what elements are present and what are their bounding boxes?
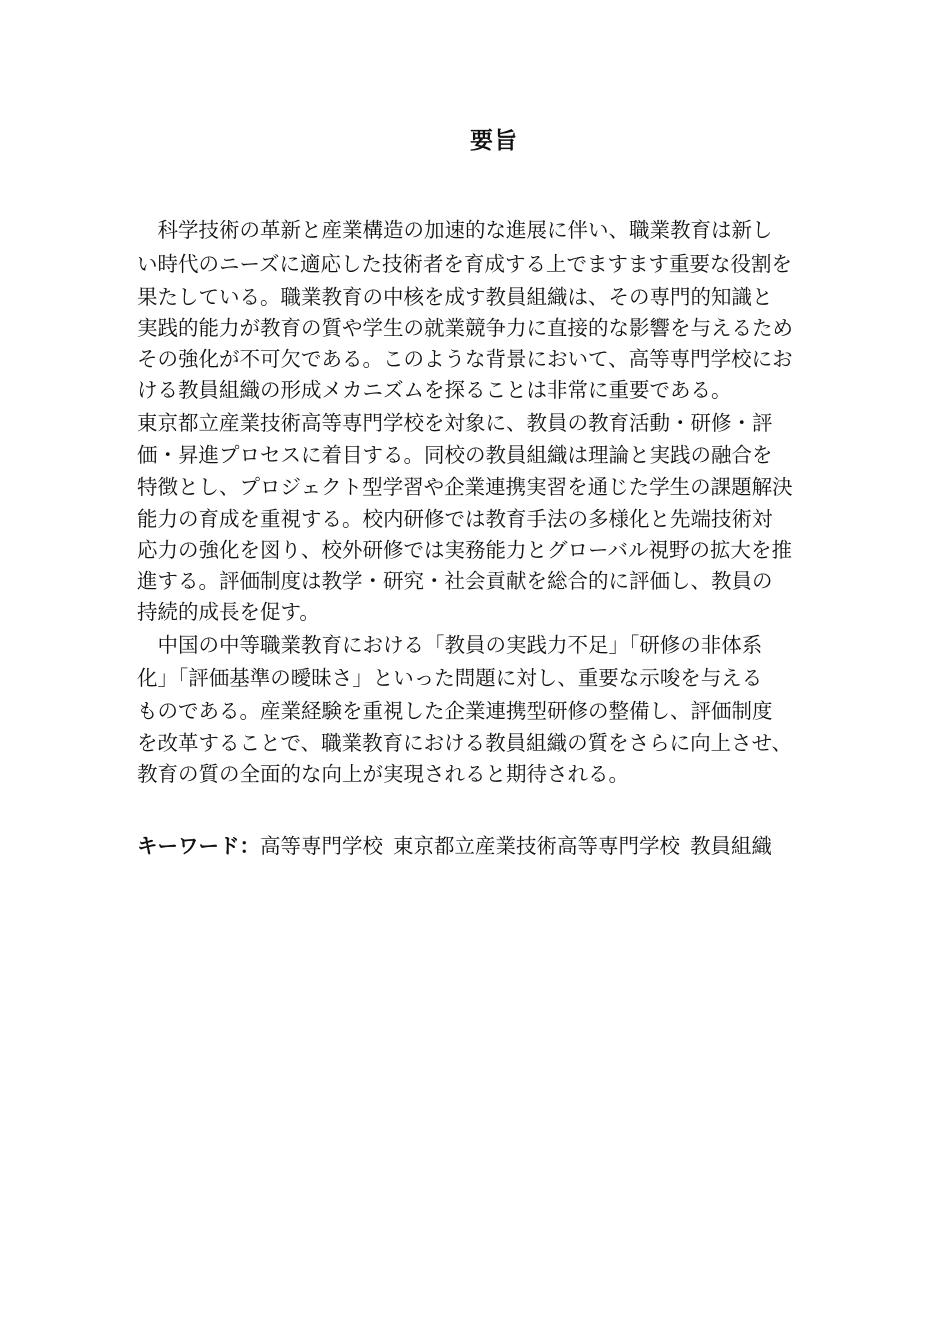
abstract-line: 進する。評価制度は教学・研究・社会貢献を総合的に評価し、教員の [137, 569, 773, 593]
abstract-title: 要旨 [470, 127, 518, 154]
abstract-line: 教育の質の全面的な向上が実現されると期待される。 [137, 762, 629, 786]
abstract-line: ものである。産業経験を重視した企業連携型研修の整備し、評価制度 [137, 699, 773, 723]
abstract-line: い時代のニーズに適応した技術者を育成する上でますます重要な役割を [137, 252, 792, 276]
abstract-line: 価・昇進プロセスに着目する。同校の教員組織は理論と実践の融合を [137, 443, 773, 467]
abstract-line: 化」「評価基準の曖昧さ」といった問題に対し、重要な示唆を与える [137, 666, 763, 690]
abstract-line: 東京都立産業技術高等専門学校を対象に、教員の教育活動・研修・評 [137, 411, 773, 435]
abstract-line: を改革することで、職業教育における教員組織の質をさらに向上させ、 [137, 731, 792, 755]
abstract-line: 実践的能力が教育の質や学生の就業競争力に直接的な影響を与えるため [137, 316, 793, 340]
abstract-line: 持続的成長を促す。 [137, 600, 320, 624]
keywords-label: キーワード： [137, 834, 260, 858]
keyword-item: 高等専門学校 [260, 834, 383, 858]
keyword-item: 教員組織 [690, 834, 772, 858]
abstract-line: ける教員組織の形成メカニズムを探ることは非常に重要である。 [137, 378, 732, 402]
abstract-line: 応力の強化を図り、校外研修では実務能力とグローバル視野の拡大を推 [137, 538, 792, 562]
keywords-line [137, 832, 772, 860]
abstract-line: 能力の育成を重視する。校内研修では教育手法の多様化と先端技術対 [137, 507, 773, 531]
abstract-line: その強化が不可欠である。このような背景において、高等専門学校にお [137, 347, 793, 371]
abstract-line: 果たしている。職業教育の中核を成す教員組織は、その専門的知識と [137, 285, 773, 309]
abstract-line: 特徴とし、プロジェクト型学習や企業連携実習を通じた学生の課題解決 [137, 475, 793, 499]
abstract-line: 中国の中等職業教育における「教員の実践力不足」「研修の非体系 [137, 633, 763, 657]
keyword-item: 東京都立産業技術高等専門学校 [393, 834, 680, 858]
abstract-line: 科学技術の革新と産業構造の加速的な進展に伴い、職業教育は新し [137, 218, 773, 242]
